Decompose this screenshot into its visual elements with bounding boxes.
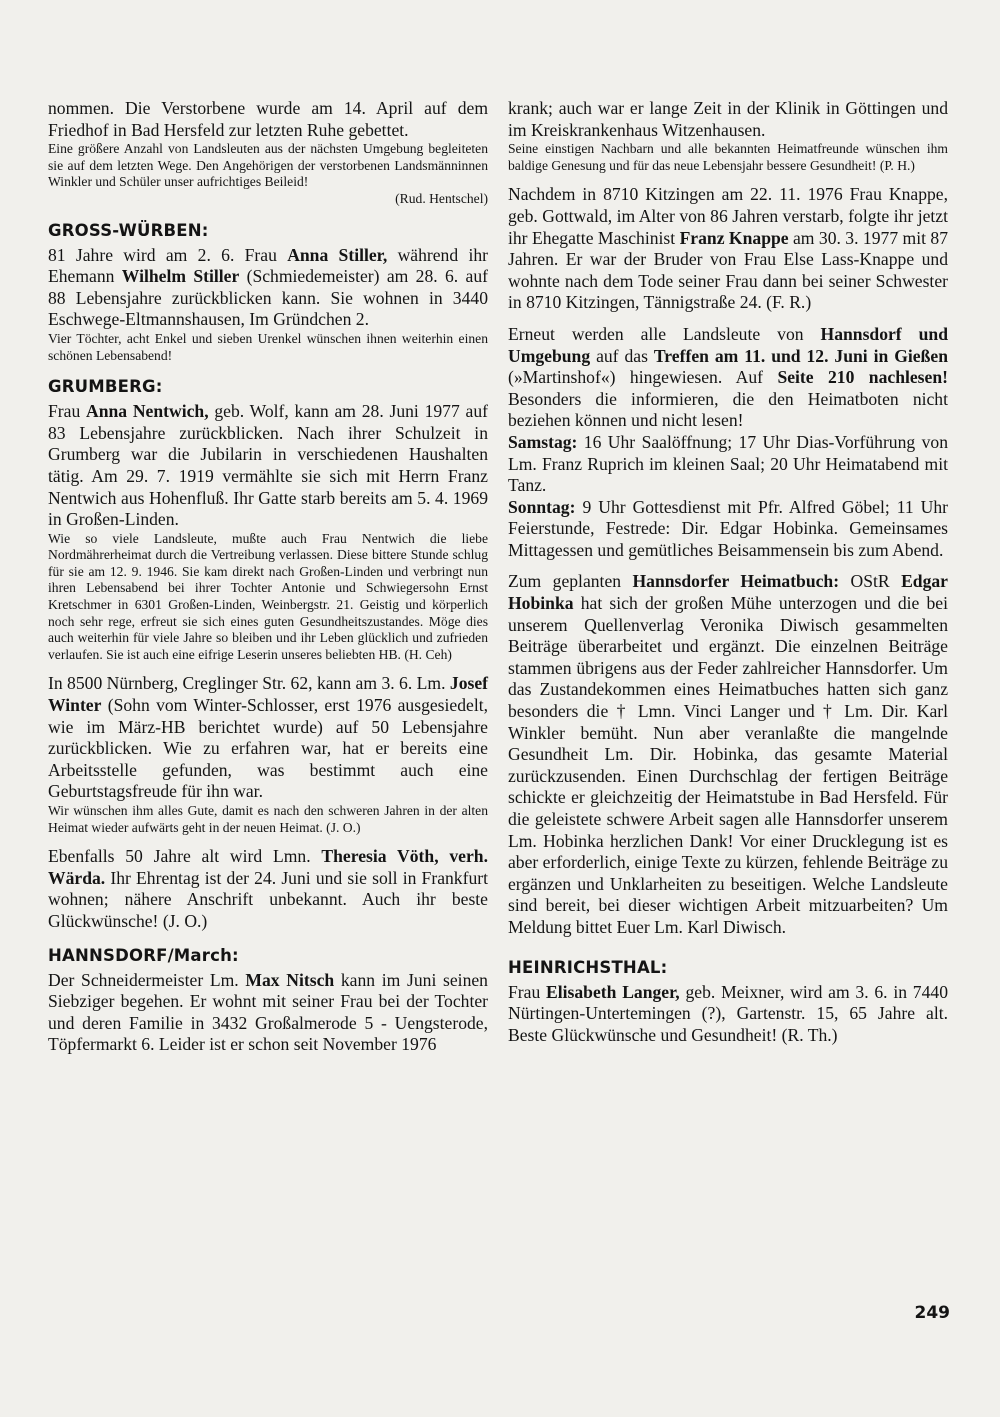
person-name: Max Nitsch bbox=[245, 969, 335, 990]
text: Zum geplanten bbox=[508, 571, 633, 592]
person-name: Anna Nentwich, bbox=[86, 401, 209, 422]
emphasis: Seite 210 nachlesen! bbox=[777, 367, 948, 388]
text: Wir wünschen ihm alles Gute, damit es nach den schweren Jahren in der alten Heimat wieder aufwärts geht in der neuen Heimat. (J. O.) bbox=[48, 803, 488, 835]
text: Ebenfalls 50 Jahre alt wird Lmn. bbox=[48, 846, 322, 867]
left-column bbox=[48, 98, 488, 1056]
paragraph bbox=[508, 571, 948, 938]
text: Wie so viele Landsleute, mußte auch Frau Nentwich die liebe Nordmährerheimat durch die Vertreibung verlassen. Diese bittere Stunde schlug für sie am 12. 9. 1946. Sie kam direkt nach Großen-Linden und verbringt nun ihren Lebensabend bei ihrer Tochter Antonie und Schwiegersohn Ernst Kretschmer in 6301 Großen-Linden, Weinbergstr. 21. Geistig und körperlich noch sehr rege, erfreut sie sich eines guten Gesundheitszustandes. Möge dies auch weiterhin für viele Jahre so bleiben und ihr Leben glücklich und zufrieden verlaufen. Sie ist auch eine eifrige Leserin unseres beliebten HB. (H. Ceh) bbox=[48, 530, 488, 662]
paragraph bbox=[48, 846, 488, 932]
person-name: Anna Stiller, bbox=[287, 244, 388, 265]
note bbox=[508, 141, 948, 174]
text: Eine größere Anzahl von Landsleuten aus der nächsten Umgebung begleiteten sie auf dem letzten Wege. Den Angehörigen der verstorbenen Landsmänninnen Winkler und Schüler unser aufrichtiges Beileid! bbox=[48, 141, 488, 190]
person-name: Edgar Hobinka bbox=[508, 571, 948, 614]
text: 9 Uhr Gottesdienst mit Pfr. Alfred Göbel; 11 Uhr Feierstunde, Festrede: Dir. Edgar Hobinka. Gemeinsames Mittagessen und gemütliches Beisammensein bis zum Abend. bbox=[508, 496, 948, 560]
text: auf das bbox=[590, 345, 654, 366]
text: (Schmiedemeister) am 28. 6. auf 88 Lebensjahre zurückblicken kann. Sie wohnen in 3440 Eschwege-Eltmannshausen, Im Gründchen 2. bbox=[48, 266, 489, 330]
text: hat sich der großen Mühe unterzogen und die bei unserem Quellenverlag Veronika Diwisch gesammelten Beiträge überarbeitet und ergänzt. Die einzelnen Beiträge stammen übrigens aus der Feder zahlreicher Hannsdorfer. Um das Zustandekommen eines Heimatbuches hatten sich ganz besonders die † Lmn. Vinci Langer und † Lm. Dir. Karl Winkler bemüht. Nun aber veranlaßte die mangelnde Gesundheit Lm. Dir. Hobinka, das gesamte Material zurückzusenden. Einen Durchschlag der fertigen Beiträge schickte er gleichzeitig der Heimatstube in Bad Hersfeld. Für die geleistete schwere Arbeit sagen alle Hannsdorfer unserem Lm. Hobinka herzlichen Dank! Vor einer Drucklegung ist es aber erforderlich, einige Texte zu kürzen, fehlende Beiträge zu ergänzen und Unklarheiten zu beseitigen. Welche Landsleute sind bereit, bei dieser wichtigen Arbeit mitzuarbeiten? Um Meldung bittet Euer Lm. Karl Diwisch. bbox=[508, 593, 949, 937]
text: geb. Meixner, wird am 3. 6. in 7440 Nürtingen-Untertemingen (?), Gartenstr. 15, 65 Jahre alt. Beste Glückwünsche und Gesundheit! (R. Th.) bbox=[508, 981, 948, 1045]
text: OStR bbox=[839, 571, 902, 592]
note bbox=[48, 531, 488, 664]
text: krank; auch war er lange Zeit in der Klinik in Göttingen und im Kreiskrankenhaus Witzenhausen. bbox=[508, 98, 948, 140]
paragraph bbox=[48, 970, 488, 1056]
text: geb. Wolf, kann am 28. Juni 1977 auf 83 Lebensjahre zurückblicken. Nach ihrer Schulzeit in Grumberg war die Jubilarin in verschiedenen Haushalten tätig. Am 29. 7. 1919 vermählte sie sich mit Herrn Franz Nentwich aus Hohenfluß. Ihr Gatte starb bereits am 5. 4. 1969 in Großen-Linden. bbox=[48, 401, 488, 530]
text: Der Schneidermeister Lm. bbox=[48, 969, 246, 990]
person-name: Elisabeth Langer, bbox=[546, 981, 680, 1002]
person-name: Wilhelm Stiller bbox=[121, 266, 240, 287]
emphasis: Sonntag: bbox=[508, 496, 576, 517]
text: (»Martinshof«) hingewiesen. Auf bbox=[508, 367, 778, 388]
text: 16 Uhr Saalöffnung; 17 Uhr Dias-Vorführung von Lm. Franz Ruprich im kleinen Saal; 20 Uhr Heimatabend mit Tanz. bbox=[508, 431, 948, 496]
paragraph bbox=[508, 184, 948, 314]
page-number: 249 bbox=[914, 1303, 950, 1323]
text: (Rud. Hentschel) bbox=[395, 190, 488, 206]
paragraph bbox=[48, 98, 488, 141]
section-heading-gross-wuerben: GROSS-WÜRBEN: bbox=[48, 220, 209, 240]
text: Ihr Ehrentag ist der 24. Juni und sie soll in Frankfurt wohnen; nähere Anschrift unbekannt. Auch ihr beste Glückwünsche! (J. O.) bbox=[48, 867, 488, 931]
paragraph bbox=[48, 401, 488, 531]
text: Frau bbox=[48, 401, 87, 422]
paragraph bbox=[508, 982, 948, 1047]
section-heading-heinrichsthal: HEINRICHSTHAL: bbox=[508, 957, 668, 977]
person-name: Theresia Vöth, verh. Wärda. bbox=[48, 846, 488, 888]
paragraph bbox=[508, 497, 948, 562]
emphasis: Treffen am 11. und 12. Juni in Gießen bbox=[653, 345, 948, 366]
text: Vier Töchter, acht Enkel und sieben Urenkel wünschen ihnen weiterhin einen schönen Lebensabend! bbox=[48, 330, 488, 363]
paragraph bbox=[508, 98, 948, 141]
emphasis: Hannsdorf und Umgebung bbox=[508, 323, 948, 366]
text: In 8500 Nürnberg, Creglinger Str. 62, kann am 3. 6. Lm. bbox=[48, 673, 450, 694]
text: während ihr Ehemann bbox=[48, 244, 488, 287]
person-name: Josef Winter bbox=[48, 673, 488, 716]
note bbox=[48, 331, 488, 364]
text: Frau bbox=[508, 981, 547, 1002]
note bbox=[48, 803, 488, 836]
section-heading-grumberg: GRUMBERG: bbox=[48, 377, 163, 397]
person-name: Franz Knappe bbox=[679, 227, 789, 248]
paragraph bbox=[508, 432, 948, 497]
emphasis: Hannsdorfer Heimatbuch: bbox=[632, 571, 840, 592]
text: Erneut werden alle Landsleute von bbox=[508, 323, 821, 344]
text: kann im Juni seinen Siebziger begehen. Er wohnt mit seiner Frau bei der Tochter und deren Familie in 3432 Großalmerode 5 - Uengsterode, Töpfermarkt 6. Leider ist er schon seit November 1976 bbox=[48, 969, 488, 1055]
paragraph bbox=[48, 245, 488, 331]
text: Besonders die informieren, die den Heimatboten nicht beziehen können und nicht lesen! bbox=[508, 388, 948, 431]
text: 81 Jahre wird am 2. 6. Frau bbox=[48, 244, 288, 265]
text: Seine einstigen Nachbarn und alle bekannten Heimatfreunde wünschen ihm baldige Genesung und für das neue Lebensjahr bessere Gesundheit! (P. H.) bbox=[508, 141, 948, 173]
emphasis: Samstag: bbox=[508, 431, 578, 452]
text: Nachdem in 8710 Kitzingen am 22. 11. 1976 Frau Knappe, geb. Gottwald, im Alter von 86 Jahren verstarb, folgte ihr jetzt ihr Ehegatte Maschinist bbox=[508, 184, 948, 248]
text: am 30. 3. 1977 mit 87 Jahren. Er war der Bruder von Frau Else Lass-Knappe und wohnte nach dem Tode seiner Frau dann bei seiner Schwester in 8710 Kitzingen, Tännigstraße 24. (F. R.) bbox=[508, 227, 948, 313]
signature bbox=[48, 191, 488, 208]
paragraph bbox=[508, 324, 948, 432]
text: nommen. Die Verstorbene wurde am 14. April auf dem Friedhof in Bad Hersfeld zur letzten Ruhe gebettet. bbox=[48, 98, 488, 140]
section-heading-hannsdorf: HANNSDORF/March: bbox=[48, 945, 239, 965]
paragraph bbox=[48, 673, 488, 803]
text: (Sohn vom Winter-Schlosser, erst 1976 ausgesiedelt, wie im März-HB berichtet wurde) auf 50 Lebensjahre zurückblicken. Wie zu erfahren war, hat er bereits eine Arbeitsstelle gefunden, was bestimmt auch eine Geburtstagsfreude für ihn war. bbox=[48, 695, 488, 802]
right-column bbox=[508, 98, 948, 1046]
note bbox=[48, 141, 488, 191]
